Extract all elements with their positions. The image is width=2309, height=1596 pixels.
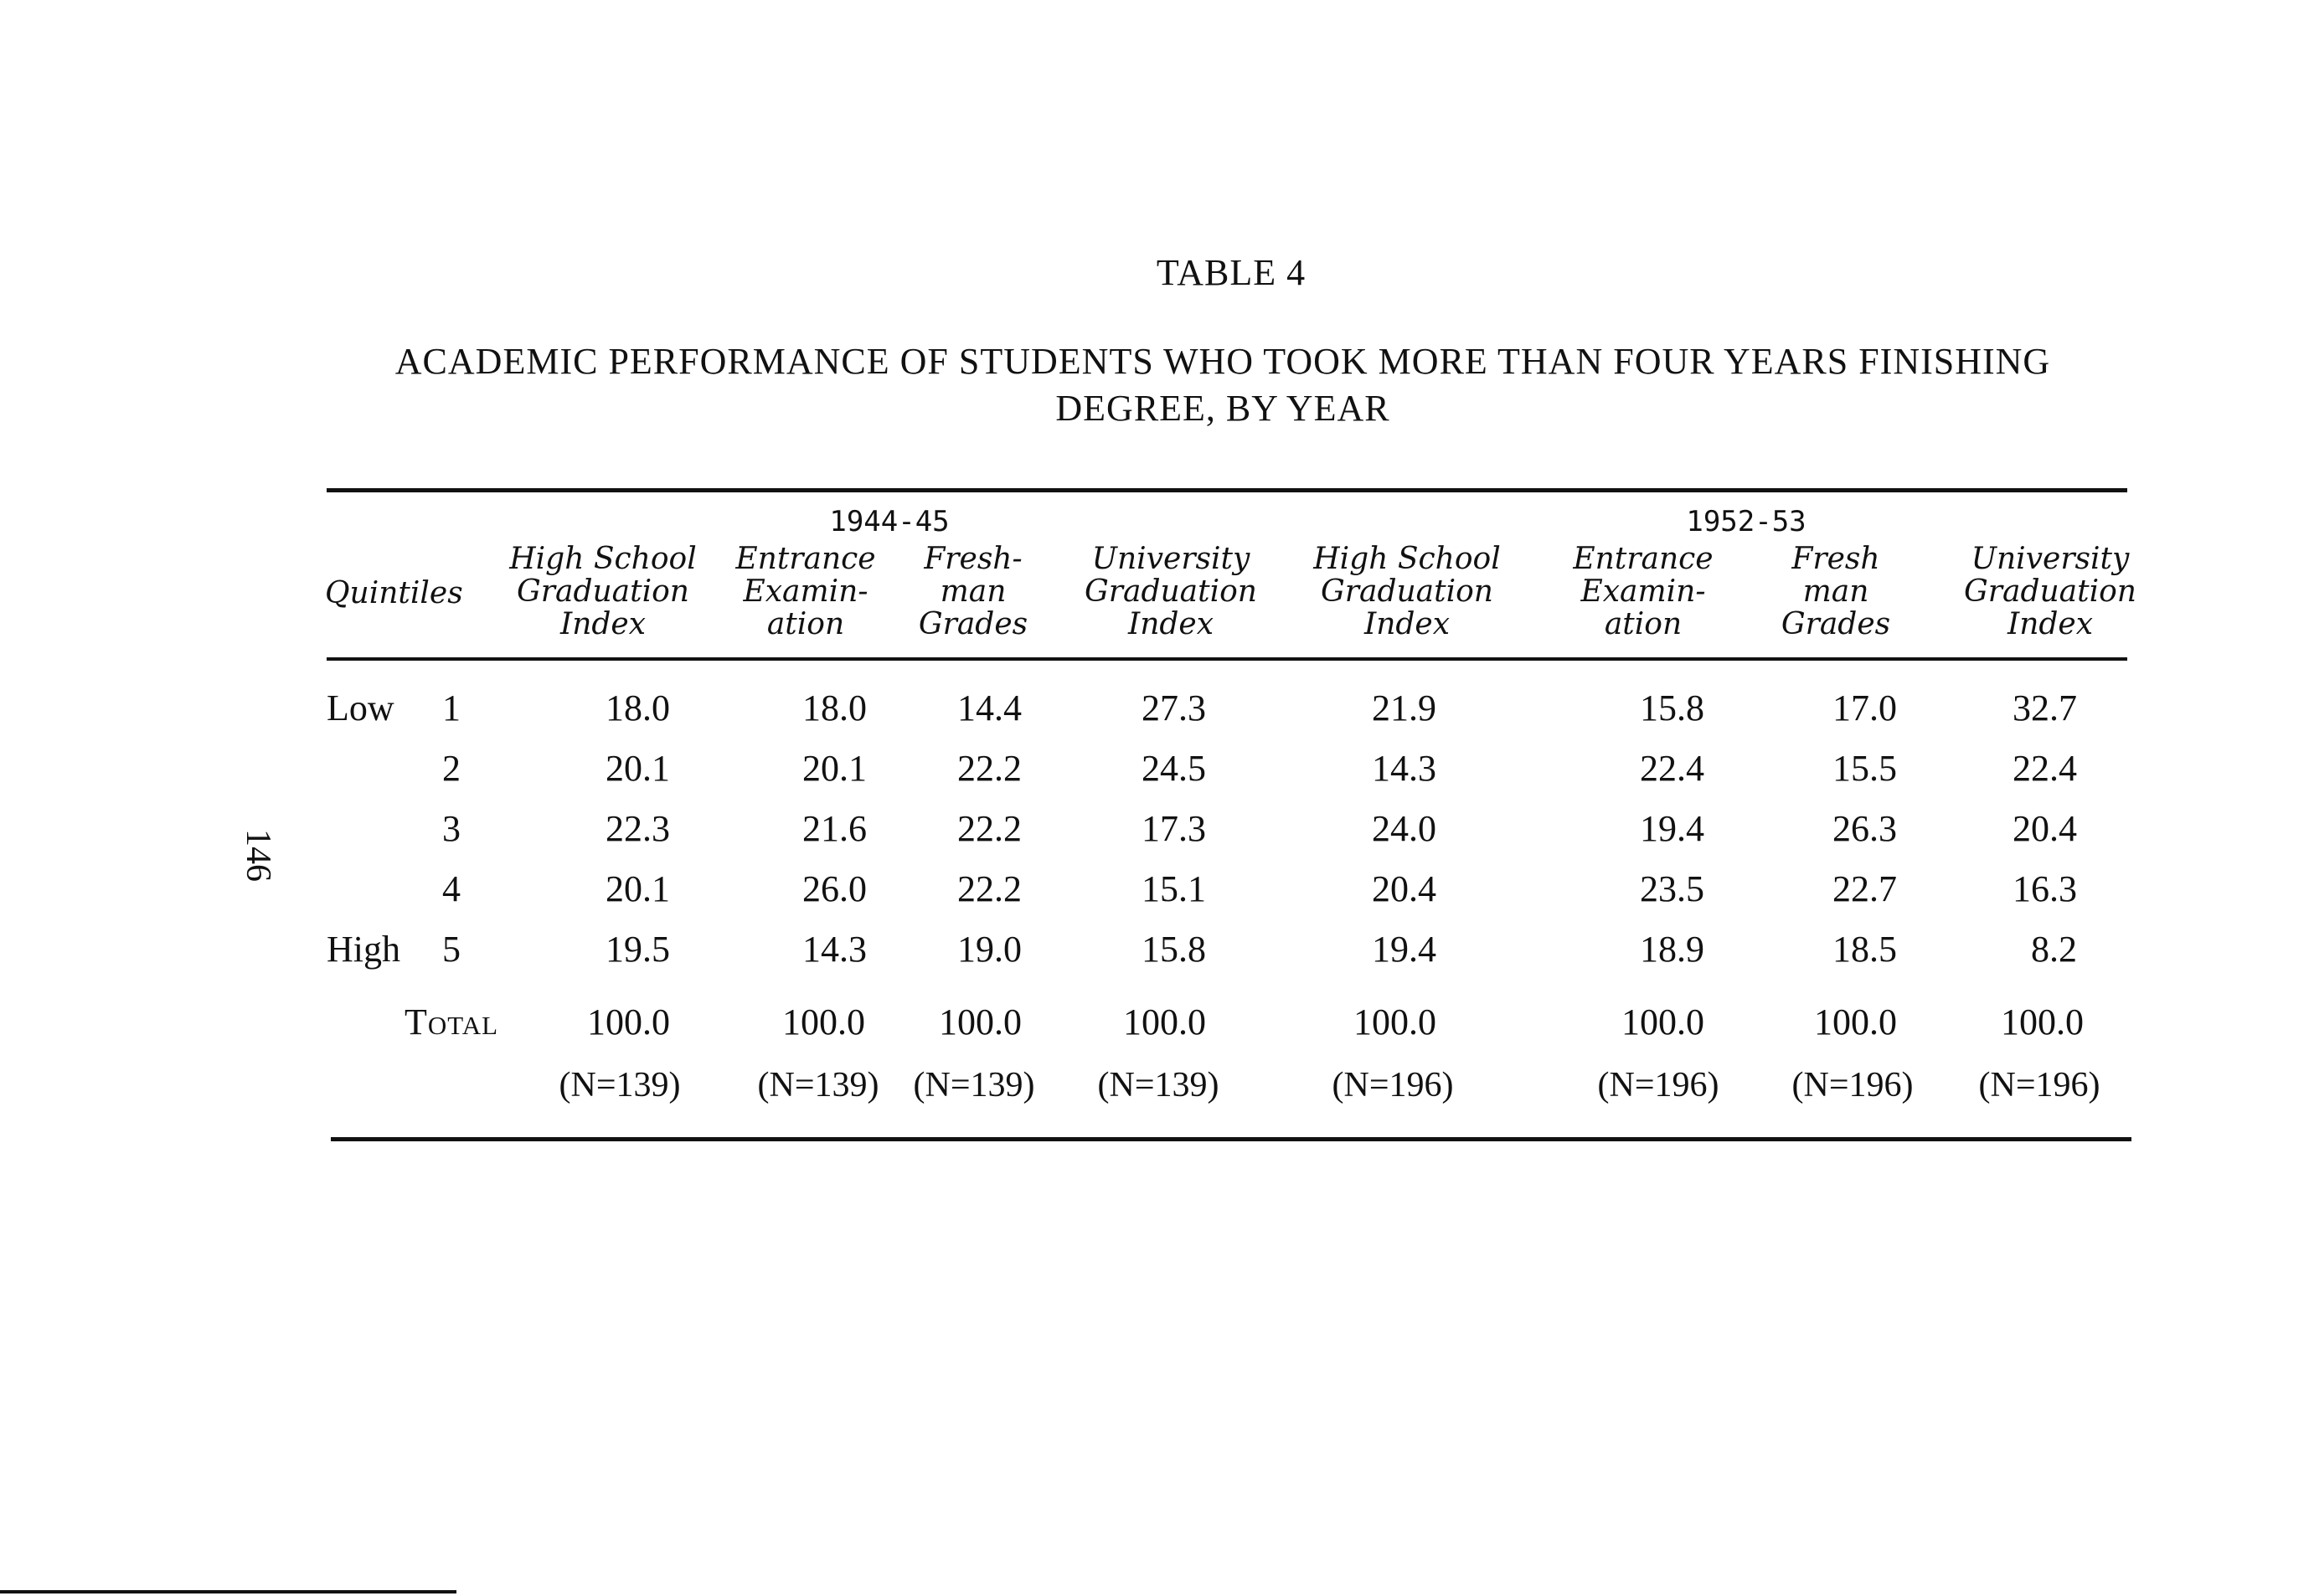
table-cell: 26.0 (802, 868, 867, 909)
table-cell: 18.9 (1640, 929, 1704, 970)
year-header-1952-53: 1952-53 (1686, 505, 1806, 538)
column-header: University Graduation Index (1085, 542, 1257, 641)
n-count-cell: (N=139) (757, 1066, 879, 1104)
table-cell: 22.2 (957, 748, 1022, 789)
n-count-cell: (N=196) (1978, 1066, 2100, 1104)
column-header: Entrance Examin- ation (735, 542, 876, 641)
table-cell: 100.0 (1123, 1001, 1206, 1043)
table-cell: 18.5 (1832, 929, 1897, 970)
column-header: University Graduation Index (1964, 542, 2136, 641)
stub-header: Quintiles (325, 576, 463, 610)
table-cell: 20.4 (1372, 868, 1436, 909)
table-cell: 100.0 (1814, 1001, 1897, 1043)
n-count-cell: (N=196) (1597, 1066, 1719, 1104)
table-cell: 21.9 (1372, 687, 1436, 728)
table-cell: 24.5 (1142, 748, 1206, 789)
table-cell: 17.3 (1142, 808, 1206, 849)
table-cell: 14.3 (802, 929, 867, 970)
table-cell: 100.0 (782, 1001, 865, 1043)
n-count-cell: (N=196) (1791, 1066, 1914, 1104)
table-bottom-rule (331, 1137, 2131, 1141)
table-cell: 15.8 (1142, 929, 1206, 970)
page-number: 146 (239, 829, 277, 882)
table-top-rule (327, 488, 2127, 492)
table-cell: 15.5 (1832, 748, 1897, 789)
table-title (318, 338, 2127, 432)
row-quintile-number: 1 (442, 687, 461, 728)
table-cell: 100.0 (1621, 1001, 1704, 1043)
page-footer-rule (0, 1590, 456, 1593)
table-cell: 22.7 (1832, 868, 1897, 909)
table-cell: 8.2 (2031, 929, 2077, 970)
row-quintile-number: 3 (442, 808, 461, 849)
total-row (0, 1001, 2309, 1051)
column-header: Entrance Examin- ation (1573, 542, 1714, 641)
table-row (0, 747, 2309, 797)
table-cell: 19.4 (1640, 808, 1704, 849)
table-cell: 26.3 (1832, 808, 1897, 849)
table-title-line-2: DEGREE, BY YEAR (1055, 388, 1390, 429)
table-cell: 20.1 (606, 868, 670, 909)
table-title-line-1: ACADEMIC PERFORMANCE OF STUDENTS WHO TOOK MORE THAN FOUR YEARS FINISHING (394, 341, 2051, 382)
table-cell: 100.0 (1353, 1001, 1436, 1043)
table-cell: 20.1 (606, 748, 670, 789)
table-cell: 18.0 (606, 687, 670, 728)
table-cell: 17.0 (1832, 687, 1897, 728)
table-cell: 100.0 (587, 1001, 670, 1043)
n-count-cell: (N=139) (1097, 1066, 1219, 1104)
table-cell: 18.0 (802, 687, 867, 728)
table-cell: 15.8 (1640, 687, 1704, 728)
year-header-1944-45: 1944-45 (829, 505, 950, 538)
table-cell: 19.0 (957, 929, 1022, 970)
n-count-cell: (N=139) (559, 1066, 681, 1104)
table-cell: 22.4 (2013, 748, 2077, 789)
table-cell: 22.4 (1640, 748, 1704, 789)
table-cell: 14.4 (957, 687, 1022, 728)
n-count-cell: (N=139) (913, 1066, 1035, 1104)
table-cell: 22.2 (957, 868, 1022, 909)
table-cell: 19.4 (1372, 929, 1436, 970)
table-cell: 32.7 (2013, 687, 2077, 728)
table-cell: 21.6 (802, 808, 867, 849)
row-quintile-number: 5 (442, 929, 461, 970)
table-row (0, 928, 2309, 978)
row-label: Low (327, 687, 394, 728)
n-count-cell: (N=196) (1332, 1066, 1454, 1104)
table-cell: 15.1 (1142, 868, 1206, 909)
row-label: High (327, 929, 400, 970)
table-cell: 27.3 (1142, 687, 1206, 728)
table-cell: 23.5 (1640, 868, 1704, 909)
table-header-rule (327, 657, 2127, 661)
column-header: Fresh- man Grades (918, 542, 1028, 641)
column-header: High School Graduation Index (1313, 542, 1501, 641)
table-cell: 100.0 (939, 1001, 1022, 1043)
table-cell: 16.3 (2013, 868, 2077, 909)
row-quintile-number: 2 (442, 748, 461, 789)
n-count-row (0, 1065, 2309, 1115)
table-cell: 100.0 (2001, 1001, 2084, 1043)
table-cell: 19.5 (606, 929, 670, 970)
row-quintile-number: 4 (442, 868, 461, 909)
column-header: Fresh man Grades (1781, 542, 1891, 641)
table-row (0, 687, 2309, 737)
table-cell: 24.0 (1372, 808, 1436, 849)
total-label: Total (405, 1001, 499, 1043)
table-cell: 22.3 (606, 808, 670, 849)
table-cell: 14.3 (1372, 748, 1436, 789)
table-row (0, 868, 2309, 918)
column-header: High School Graduation Index (509, 542, 697, 641)
table-cell: 20.4 (2013, 808, 2077, 849)
table-cell: 22.2 (957, 808, 1022, 849)
table-label: TABLE 4 (1156, 252, 1307, 293)
table-row (0, 807, 2309, 857)
table-cell: 20.1 (802, 748, 867, 789)
